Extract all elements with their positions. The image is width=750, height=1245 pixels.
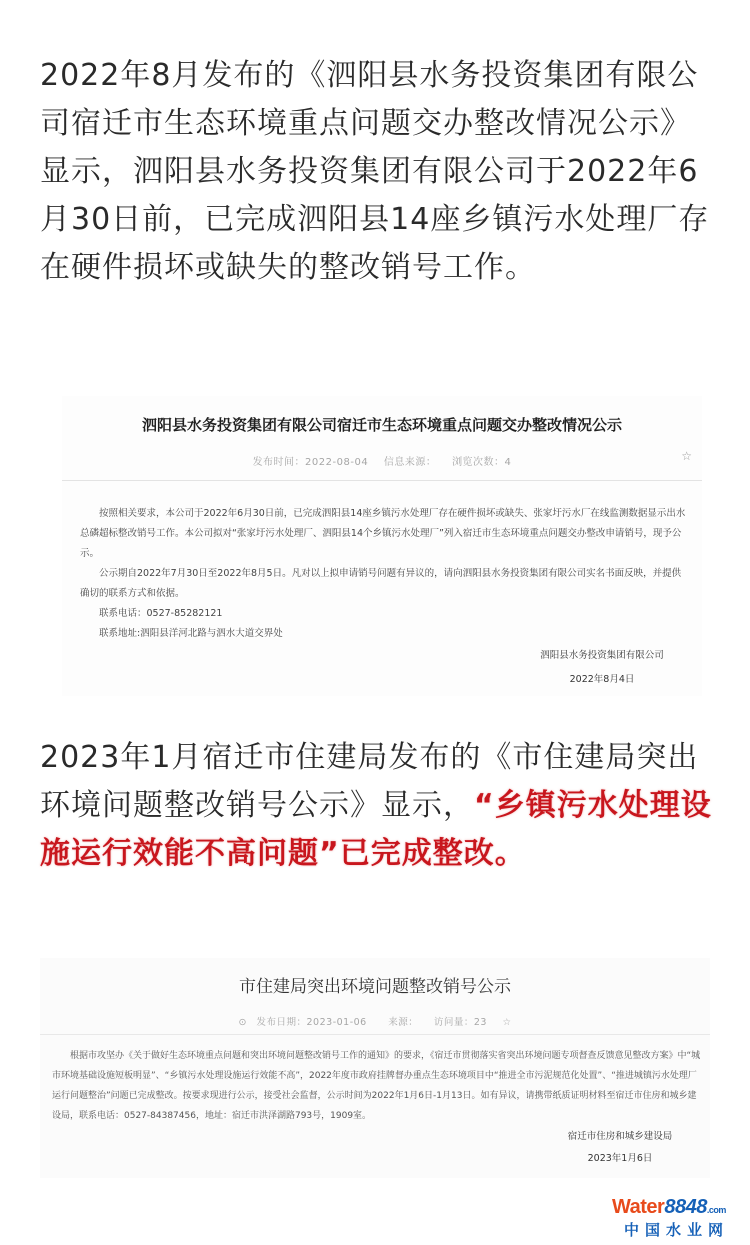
view-count: 浏览次数：4 [452, 457, 512, 468]
notice-paragraph: 按照相关要求，本公司于2022年6月30日前，已完成泗阳县14座乡镇污水处理厂存在硬件损坏或缺失、张家圩污水厂在线监测数据显示出水总磷超标整改销号工作。本公司拟对“张家圩污水处理厂、泗阳县14个乡镇污水处理厂”列入宿迁市生态环境重点问题交办整改申请销号，现予公示。 [80, 508, 686, 559]
favorite-star-icon[interactable]: ☆ [681, 449, 692, 463]
highlighted-quote: “乡镇污水处理设施运行效能不高问题”已完成整改。 [40, 788, 712, 871]
notice-title: 泗阳县水务投资集团有限公司宿迁市生态环境重点问题交办整改情况公示 [141, 416, 622, 434]
notice-signature [502, 644, 702, 692]
view-count: 访问量：23 [433, 1017, 487, 1028]
notice-signature [530, 1126, 710, 1170]
notice-body [80, 504, 690, 644]
notice-meta [40, 1014, 710, 1028]
favorite-star-icon[interactable]: ☆ [502, 1017, 512, 1028]
notice-paragraph: 公示期自2022年7月30日至2022年8月5日。凡对以上拟申请销号问题有异议的，请向泗阳县水务投资集团有限公司实名书面反映，并提供确切的联系方式和依据。 [80, 568, 682, 599]
notice-screenshot-2022 [62, 396, 702, 696]
divider [62, 480, 702, 481]
second-paragraph [40, 734, 720, 878]
notice-paragraph: 根据市攻坚办《关于做好生态环境重点问题和突出环境问题整改销号工作的通知》的要求，《宿迁市贯彻落实省突出环境问题专项督查反馈意见整改方案》中“城市环境基础设施短板明显”、“乡镇污水处理设施运行效能不高”，2022年度市政府挂牌督办重点生态环境项目中“推进全市污泥规范化处置”、“推进城镇污水处理厂运行问题整治”问题已完成整改。按要求现进行公示，接受社会监督，公示时间为2022年1月6日-1月13日。如有异议，请携带纸质证明材料至宿迁市住房和城乡建设局，联系电话：0527-84387456，地址：宿迁市洪泽湖路793号，1909室。 [52, 1051, 701, 1121]
water8848-logo [612, 1196, 742, 1240]
contact-address: 联系地址:泗阳县洋河北路与泗水大道交界处 [99, 628, 283, 639]
publish-date: ⊙ 发布日期：2023-01-06 [238, 1017, 367, 1028]
notice-meta [62, 453, 702, 468]
notice-screenshot-2023 [40, 958, 710, 1178]
logo-wordmark: Water8848.com [612, 1196, 726, 1218]
logo-chinese-name: 中国水业网 [624, 1221, 730, 1239]
info-source: 信息来源： [383, 457, 437, 468]
intro-paragraph: 2022年8月发布的《泗阳县水务投资集团有限公司宿迁市生态环境重点问题交办整改情况公示》显示，泗阳县水务投资集团有限公司于2022年6月30日前，已完成泗阳县14座乡镇污水处理厂存在硬件损坏或缺失的整改销号工作。 [40, 58, 710, 285]
contact-phone: 联系电话：0527-85282121 [99, 608, 223, 619]
signer-name: 宿迁市住房和城乡建设局 [567, 1131, 673, 1142]
notice-title: 市住建局突出环境问题整改销号公示 [239, 977, 511, 997]
signer-name: 泗阳县水务投资集团有限公司 [540, 650, 664, 661]
info-source: 来源： [388, 1017, 419, 1028]
publish-date: 发布时间：2022-08-04 [252, 457, 369, 468]
divider [40, 1034, 710, 1035]
sign-date: 2022年8月4日 [569, 674, 635, 685]
sign-date: 2023年1月6日 [587, 1153, 653, 1164]
second-lead: 2023年1月宿迁市住建局发布的《市住建局突出环境问题整改销号公示》显示， [40, 740, 699, 823]
notice-body [52, 1046, 702, 1126]
